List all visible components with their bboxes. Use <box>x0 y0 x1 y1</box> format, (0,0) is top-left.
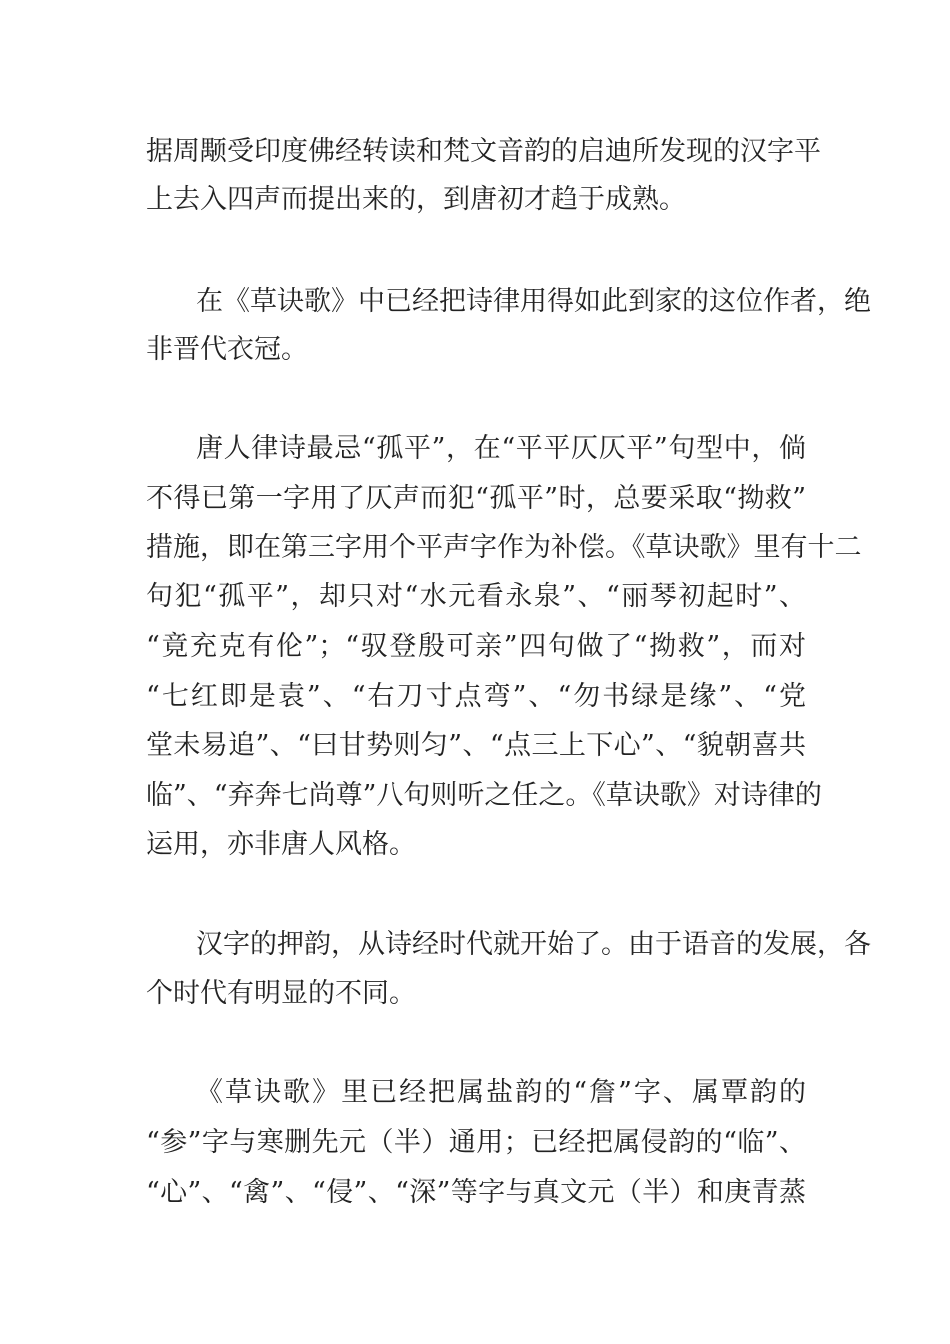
paragraph-1-line-2: 上去入四声而提出来的，到唐初才趋于成熟。 <box>146 184 686 215</box>
paragraph-2-line-2: 非晋代衣冠。 <box>146 334 308 365</box>
paragraph-3-line-5: “竟充克有伦”；“驭登殷可亲”四句做了“拗救”，而对 <box>146 631 806 662</box>
paragraph-3-line-3: 措施，即在第三字用个平声字作为补偿。《草诀歌》里有十二 <box>146 532 862 563</box>
paragraph-3-line-9: 运用，亦非唐人风格。 <box>146 829 416 860</box>
paragraph-3-line-2: 不得已第一字用了仄声而犯“孤平”时，总要采取“拗救” <box>146 483 806 514</box>
paragraph-3-line-1: 唐人律诗最忌“孤平”，在“平平仄仄平”句型中，倘 <box>196 433 806 464</box>
paragraph-5-line-2: “参”字与寒删先元（半）通用；已经把属侵韵的“临”、 <box>146 1127 806 1158</box>
paragraph-3-line-4: 句犯“孤平”，却只对“水元看永泉”、“丽琴初起时”、 <box>146 581 806 612</box>
paragraph-2-line-1: 在《草诀歌》中已经把诗律用得如此到家的这位作者，绝 <box>196 286 871 317</box>
paragraph-1-line-1: 据周颙受印度佛经转读和梵文音韵的启迪所发现的汉字平 <box>146 136 821 167</box>
paragraph-3-line-8: 临”、“弃奔七尚尊”八句则听之任之。《草诀歌》对诗律的 <box>146 780 822 811</box>
paragraph-3-line-6: “七红即是袁”、“右刀寸点弯”、“勿书绿是缘”、“党 <box>146 681 806 712</box>
paragraph-4-line-1: 汉字的押韵，从诗经时代就开始了。由于语音的发展，各 <box>196 929 871 960</box>
paragraph-5-line-3: “心”、“禽”、“侵”、“深”等字与真文元（半）和庚青蒸 <box>146 1177 806 1208</box>
paragraph-3-line-7: 堂未易追”、“曰甘势则匀”、“点三上下心”、“貌朝喜共 <box>146 730 806 761</box>
paragraph-5-line-1: 《草诀歌》里已经把属盐韵的“詹”字、属覃韵的 <box>196 1077 806 1108</box>
paragraph-4-line-2: 个时代有明显的不同。 <box>146 978 416 1009</box>
